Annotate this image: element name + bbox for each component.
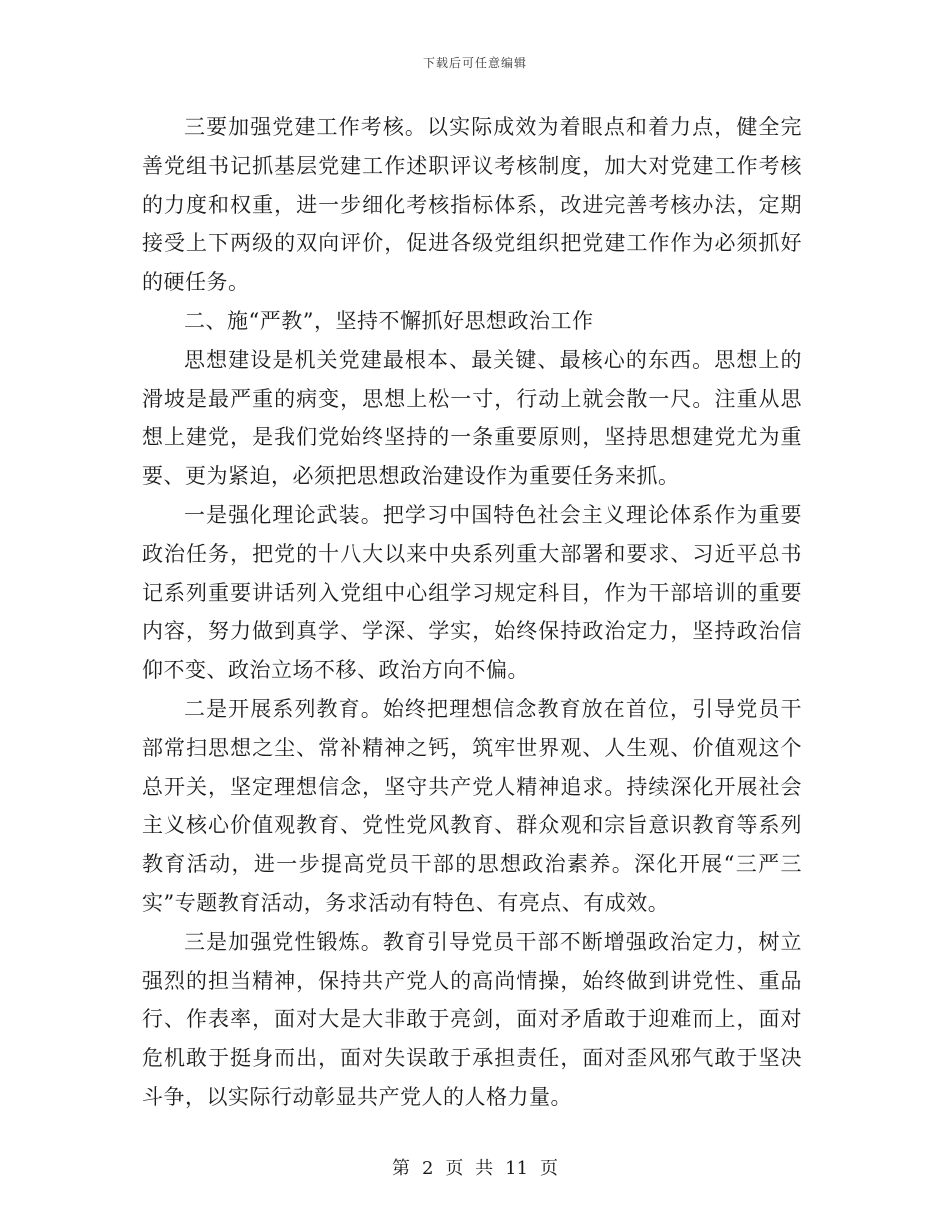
paragraph-party-spirit: 三是加强党性锻炼。教育引导党员干部不断增强政治定力，树立强烈的担当精神，保持共产党人的高尚情操，始终做到讲党性、重品行、作表率，面对大是大非敢于亮剑，面对矛盾敢于迎难而上，面对危机敢于挺身而出，面对失误敢于承担责任，面对歪风邪气敢于坚决斗争，以实际行动彰显共产党人的人格力量。 [142,929,802,1109]
section-heading-strict-education: 二、施“严教”，坚持不懈抓好思想政治工作 [184,308,594,333]
paragraph-assessment: 三要加强党建工作考核。以实际成效为着眼点和着力点，健全完善党组书记抓基层党建工作述职评议考核制度，加大对党建工作考核的力度和权重，进一步细化考核指标体系，改进完善考核办法，定期接受上下两级的双向评价，促进各级党组织把党建工作作为必须抓好的硬任务。 [142,115,802,295]
paragraph-series-education: 二是开展系列教育。始终把理想信念教育放在首位，引导党员干部常扫思想之尘、常补精神之钙，筑牢世界观、人生观、价值观这个总开关，坚定理想信念，坚守共产党人精神追求。持续深化开展社会主义核心价值观教育、党性党风教育、群众观和宗旨意识教育等系列教育活动，进一步提高党员干部的思想政治素养。深化开展“三严三实”专题教育活动，务求活动有特色、有亮点、有成效。 [142,696,802,915]
footer-middle: 页 共 [445,1158,494,1179]
footer-total-pages: 11 [505,1158,529,1179]
footer-prefix: 第 [391,1158,410,1179]
paragraph-theory-arming: 一是强化理论武装。把学习中国特色社会主义理论体系作为重要政治任务，把党的十八大以来中央系列重大部署和要求、习近平总书记系列重要讲话列入党组中心组学习规定科目，作为干部培训的重要内容，努力做到真学、学深、学实，始终保持政治定力，坚持政治信仰不变、政治立场不移、政治方向不偏。 [142,502,802,683]
page-header-note: 下载后可任意编辑 [422,56,527,70]
paragraph-ideological-building: 思想建设是机关党建最根本、最关键、最核心的东西。思想上的滑坡是最严重的病变，思想上松一寸，行动上就会散一尺。注重从思想上建党，是我们党始终坚持的一条重要原则，坚持思想建党尤为重要、更为紧迫，必须把思想政治建设作为重要任务来抓。 [142,347,802,489]
footer-suffix: 页 [540,1158,559,1179]
page-number-footer [0,1154,950,1180]
footer-page-number: 2 [421,1158,434,1179]
document-body [142,108,802,1117]
